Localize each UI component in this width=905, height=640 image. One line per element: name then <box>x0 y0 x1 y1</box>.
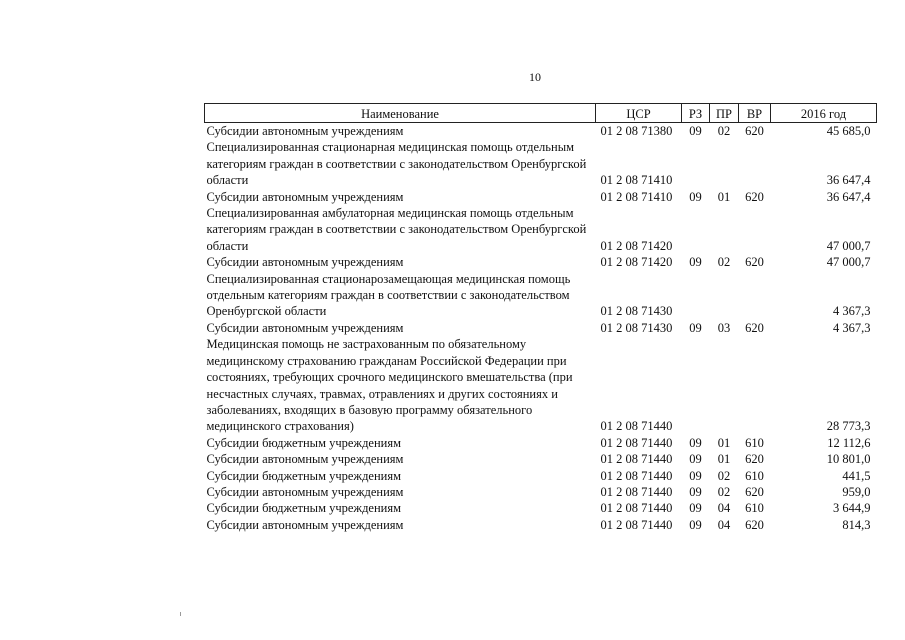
row-amount: 36 647,4 <box>826 189 871 204</box>
scan-margin-mark <box>180 612 181 616</box>
row-pr: 02 <box>717 468 731 483</box>
page-number: 10 <box>529 70 541 84</box>
row-name: Специализированная стационарная медицинская помощь отдельным категориям граждан в соответствии с законодательством Оренбургской области <box>206 140 587 188</box>
header-name: Наименование <box>205 104 596 123</box>
table-row <box>205 468 877 484</box>
row-vr: 610 <box>745 468 764 483</box>
header-pr: ПР <box>710 104 739 123</box>
row-name: Субсидии автономным учреждениям <box>206 124 404 138</box>
row-vr: 620 <box>745 452 764 467</box>
table-row <box>205 139 877 188</box>
row-name: Субсидии бюджетным учреждениям <box>206 501 402 516</box>
row-csr: 01 2 08 71440 <box>600 419 673 434</box>
row-csr: 01 2 08 71380 <box>600 124 673 138</box>
row-pr: 03 <box>717 320 731 335</box>
row-csr: 01 2 08 71440 <box>600 452 673 467</box>
row-name: Субсидии автономным учреждениям <box>206 255 404 270</box>
row-name: Специализированная стационарозамещающая медицинская помощь отдельным категориям граждан в соответствии с законодательством Оренбургской области <box>206 271 571 319</box>
row-pr <box>710 205 739 254</box>
table-row <box>205 435 877 451</box>
row-pr: 02 <box>717 484 731 499</box>
row-amount: 814,3 <box>842 517 871 532</box>
row-pr <box>710 271 739 320</box>
row-amount: 3 644,9 <box>833 501 871 516</box>
row-pr: 01 <box>717 452 731 467</box>
row-rz: 09 <box>689 452 702 467</box>
row-rz <box>682 139 710 188</box>
row-vr: 620 <box>745 124 764 138</box>
row-pr: 04 <box>717 501 731 516</box>
row-name: Медицинская помощь не застрахованным по обязательному медицинскому страхованию гражданам Российской Федерации при состояниях, требующих срочного медицинского вмешательства (при несчастных случаях, травмах, отравлениях и других состояниях и заболеваниях, входящих в базовую программу обязательного медицинского страхования) <box>206 337 573 434</box>
row-csr: 01 2 08 71410 <box>600 173 673 188</box>
table-row <box>205 189 877 205</box>
row-name: Субсидии автономным учреждениям <box>206 484 404 499</box>
table-row <box>205 320 877 336</box>
row-csr: 01 2 08 71430 <box>600 304 673 319</box>
row-rz: 09 <box>689 517 702 532</box>
row-pr <box>710 336 739 434</box>
header-year: 2016 год <box>771 104 877 123</box>
table-row <box>205 205 877 254</box>
row-csr: 01 2 08 71440 <box>600 501 673 516</box>
row-amount: 441,5 <box>842 468 871 483</box>
row-name: Субсидии бюджетным учреждениям <box>206 435 402 450</box>
table-row <box>205 336 877 434</box>
row-csr: 01 2 08 71420 <box>600 255 673 270</box>
row-rz <box>682 205 710 254</box>
row-csr: 01 2 08 71420 <box>600 238 673 253</box>
row-csr: 01 2 08 71440 <box>600 517 673 532</box>
row-amount: 47 000,7 <box>826 255 871 270</box>
header-csr: ЦСР <box>596 104 682 123</box>
table-body <box>205 123 877 534</box>
table-row <box>205 500 877 516</box>
row-vr <box>739 139 771 188</box>
row-vr: 610 <box>745 501 764 516</box>
budget-table <box>204 103 877 533</box>
row-amount: 36 647,4 <box>826 173 871 188</box>
header-row <box>205 104 877 123</box>
table-row <box>205 517 877 533</box>
row-csr: 01 2 08 71440 <box>600 484 673 499</box>
row-pr: 01 <box>717 189 731 204</box>
row-vr: 620 <box>745 517 764 532</box>
row-amount: 10 801,0 <box>826 452 871 467</box>
row-rz: 09 <box>689 435 702 450</box>
row-name: Субсидии автономным учреждениям <box>206 189 404 204</box>
row-vr <box>739 205 771 254</box>
row-rz <box>682 271 710 320</box>
row-amount: 28 773,3 <box>826 419 871 434</box>
row-vr: 620 <box>745 484 764 499</box>
table-header <box>205 104 877 123</box>
table-row <box>205 123 877 140</box>
header-vr: ВР <box>739 104 771 123</box>
row-name: Специализированная амбулаторная медицинская помощь отдельным категориям граждан в соответствии с законодательством Оренбургской области <box>206 206 587 253</box>
row-pr <box>710 139 739 188</box>
row-rz: 09 <box>689 320 702 335</box>
row-amount: 47 000,7 <box>826 238 871 253</box>
header-rz: РЗ <box>682 104 710 123</box>
row-vr <box>739 336 771 434</box>
table-row <box>205 484 877 500</box>
row-amount: 4 367,3 <box>833 304 871 319</box>
row-csr: 01 2 08 71440 <box>600 435 673 450</box>
row-pr: 02 <box>717 255 731 270</box>
row-rz: 09 <box>689 189 702 204</box>
row-vr: 610 <box>745 435 764 450</box>
row-name: Субсидии бюджетным учреждениям <box>206 468 402 483</box>
table-row <box>205 254 877 270</box>
row-vr: 620 <box>745 189 764 204</box>
row-pr: 02 <box>717 124 731 138</box>
table-row <box>205 451 877 467</box>
row-rz: 09 <box>689 255 702 270</box>
row-pr: 04 <box>717 517 731 532</box>
row-csr: 01 2 08 71410 <box>600 189 673 204</box>
row-vr: 620 <box>745 255 764 270</box>
row-rz: 09 <box>689 468 702 483</box>
row-amount: 45 685,0 <box>826 124 871 138</box>
row-vr <box>739 271 771 320</box>
row-vr: 620 <box>745 320 764 335</box>
row-name: Субсидии автономным учреждениям <box>206 452 404 467</box>
row-amount: 4 367,3 <box>833 320 871 335</box>
table-row <box>205 271 877 320</box>
row-rz: 09 <box>689 484 702 499</box>
row-name: Субсидии автономным учреждениям <box>206 517 404 532</box>
row-rz: 09 <box>689 124 702 138</box>
row-amount: 959,0 <box>842 484 871 499</box>
row-csr: 01 2 08 71430 <box>600 320 673 335</box>
row-csr: 01 2 08 71440 <box>600 468 673 483</box>
row-name: Субсидии автономным учреждениям <box>206 320 404 335</box>
row-rz: 09 <box>689 501 702 516</box>
row-amount: 12 112,6 <box>827 435 871 450</box>
row-pr: 01 <box>717 435 731 450</box>
row-rz <box>682 336 710 434</box>
